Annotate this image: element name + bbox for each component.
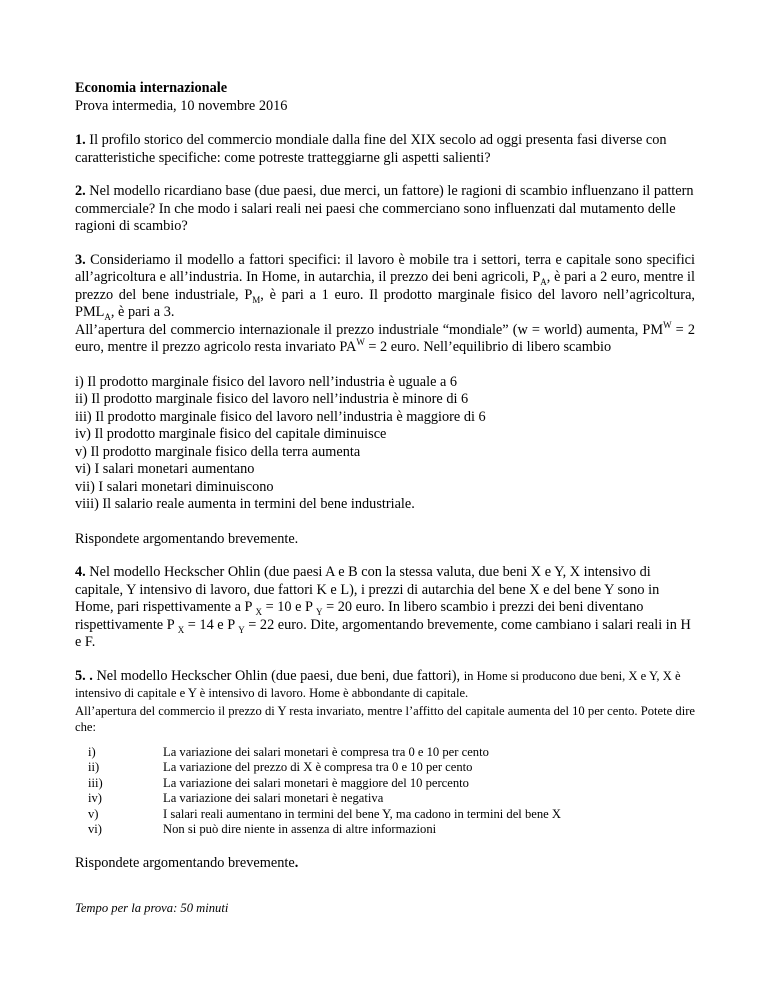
answer-options <box>75 745 695 838</box>
question-number: 1. <box>75 132 86 148</box>
question-3 <box>75 252 695 549</box>
option-item: iv) Il prodotto marginale fisico del capitale diminuisce <box>75 426 387 442</box>
question-text: 3. Consideriamo il modello a fattori specifici: il lavoro è mobile tra i settori, terra e capitale sono specifici all’agricoltura e all’industria. In Home, in autarchia, il prezzo dei beni agricoli, $P_A$, è pari a 2 euro, mentre il prezzo del bene industriale, $P_M$, è pari a 1 euro. Il prodotto marginale fisico del lavoro nell’agricoltura, $PML_A$, è pari a 3. <box>75 251 695 322</box>
question-text: Il profilo storico del commercio mondiale dalla fine del XIX secolo ad oggi presenta fasi diverse con caratteristiche specifiche: come potreste tratteggiarne gli aspetti salienti? <box>75 132 667 166</box>
question-number: 4. <box>75 564 86 580</box>
option-item: v) Il prodotto marginale fisico della terra aumenta <box>75 443 361 460</box>
exam-subtitle: Prova intermedia, 10 novembre 2016 <box>75 97 288 114</box>
option-item: iv) La variazione dei salari monetari è negativa <box>88 791 384 805</box>
question-text-continued: All’apertura del commercio il prezzo di Y resta invariato, mentre l’affitto del capitale aumenta del 10 per cento. Potete dire che: <box>75 703 695 734</box>
question-number: 2. <box>75 183 86 199</box>
option-item: iii) Il prodotto marginale fisico del lavoro nell’industria è maggiore di 6 <box>75 408 486 425</box>
option-item: vi) I salari monetari aumentano <box>75 461 255 477</box>
question-text-continued: All’apertura del commercio internazionale il prezzo industriale “mondiale” (w = world) aumenta, $PM^W = 2$ euro, mentre il prezzo agricolo resta invariato $PA^W = 2$ euro. Nell’equilibrio di libero scambio <box>75 319 695 355</box>
question-text: 4. Nel modello Heckscher Ohlin (due paesi A e B con la stessa valuta, due beni X e Y, X intensivo di capitale, Y intensivo di lavoro, due fattori K e L), i prezzi di autarchia del bene X e del bene Y sono in Home, pari rispettivamente a P $_X$ = 10 e P $_Y$ = 20 euro. In libero scambio i prezzi dei beni diventano rispettivamente P $_X$ = 14 e P $_Y$ = 22 euro. Dite, argomentando brevemente, come cambiano i salari reali in H e F. <box>75 564 691 650</box>
document-body <box>75 80 695 929</box>
question-2 <box>75 183 695 236</box>
answer-instruction: Rispondete argomentando brevemente. <box>75 854 299 871</box>
answer-options <box>75 374 695 514</box>
option-item: i) La variazione dei salari monetari è compresa tra 0 e 10 per cento <box>88 744 489 759</box>
time-limit-note: Tempo per la prova: 50 minuti <box>75 901 229 915</box>
option-item: viii) Il salario reale aumenta in termini del bene industriale. <box>75 496 415 512</box>
question-4 <box>75 564 695 652</box>
option-item: v) I salari reali aumentano in termini del bene Y, ma cadono in termini del bene X <box>88 806 561 821</box>
option-item: iii) La variazione dei salari monetari è maggiore del 10 percento <box>88 775 469 790</box>
question-number: 3. <box>75 251 86 268</box>
option-item: ii) La variazione del prezzo di X è compresa tra 0 e 10 per cento <box>88 760 473 774</box>
question-1 <box>75 132 695 167</box>
question-text: Nel modello ricardiano base (due paesi, due merci, un fattore) le ragioni di scambio influenzano il pattern commerciale? In che modo i salari reali nei paesi che commerciano sono influenzati dal mutamento delle ragioni di scambio? <box>75 183 694 234</box>
option-item: vii) I salari monetari diminuiscono <box>75 478 274 495</box>
answer-instruction: Rispondete argomentando brevemente. <box>75 530 299 547</box>
question-number: 5. . <box>75 667 93 684</box>
question-5 <box>75 668 695 873</box>
option-item: ii) Il prodotto marginale fisico del lavoro nell’industria è minore di 6 <box>75 391 469 407</box>
option-item: i) Il prodotto marginale fisico del lavoro nell’industria è uguale a 6 <box>75 373 458 390</box>
option-item: vi) Non si può dire niente in assenza di altre informazioni <box>88 822 437 836</box>
question-text: 5. . Nel modello Heckscher Ohlin (due paesi, due beni, due fattori), in Home si producono due beni, X e Y, X è intensivo di capitale e Y è intensivo di lavoro. Home è abbondante di capitale. <box>75 667 681 700</box>
course-title: Economia internazionale <box>75 80 228 96</box>
